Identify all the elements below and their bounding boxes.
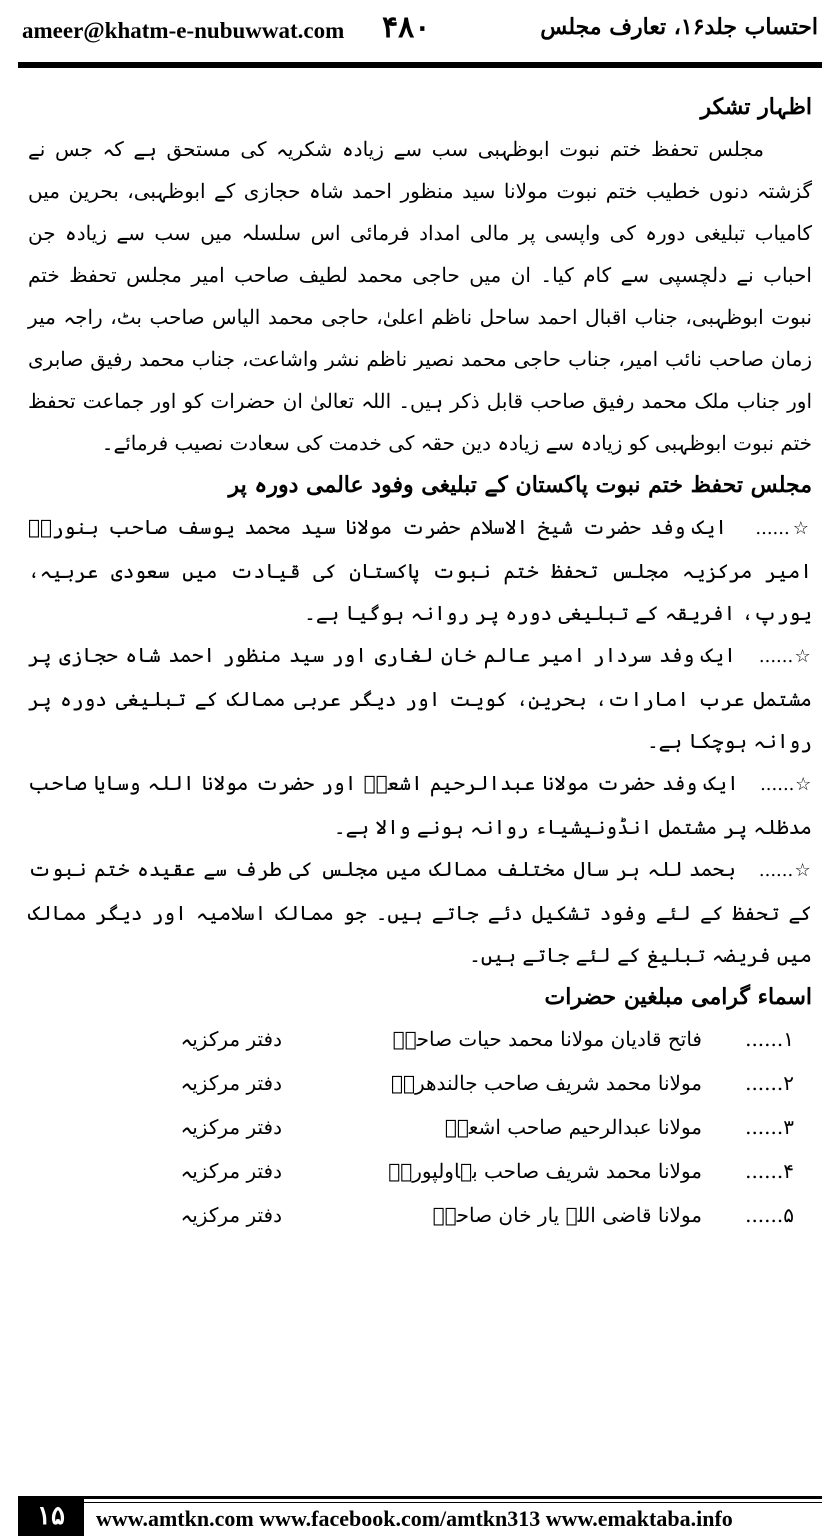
thanks-paragraph: مجلس تحفظ ختم نبوت ابوظہبی سب سے زیادہ شکریہ کی مستحق ہے کہ جس نے گزشتہ دنوں خطیب ختم نبوت مولانا سید منظور احمد شاہ حجازی کے ابوظہبی، بحرین میں کامیاب تبلیغی دورہ کی واپسی پر مالی امداد فرمائی اس سلسلہ میں سب سے زیادہ جن احباب نے دلچسپی سے کام کیا۔ ان میں حاجی محمد لطیف صاحب امیر مجلس تحفظ ختم نبوت ابوظہبی، جناب اقبال احمد ساحل ناظم اعلیٰ، حاجی محمد الیاس صاحب بٹ، راجہ میر زمان صاحب نائب امیر، جناب حاجی محمد نصیر ناظم نشر واشاعت، جناب محمد رفیق صابری اور جناب ملک محمد رفیق صاحب قابل ذکر ہیں۔ اللہ تعالیٰ ان حضرات کو اور جماعت تحفظ ختم نبوت ابوظہبی کو زیادہ سے زیادہ دین حقہ کی خدمت کی سعادت نصیب فرمائے۔ — [28, 137, 812, 455]
preacher-office: دفتر مرکزیہ — [180, 1159, 282, 1183]
page-content — [28, 86, 812, 1238]
footer-page-badge: ۱۵ — [18, 1496, 84, 1536]
star-bullet-icon: ☆...... — [758, 860, 812, 881]
bullet-text: ایک وفد سردار امیر عالم خان لغاری اور سید منظور احمد شاہ حجازی پر مشتمل عرب امارات، بحرین، کویت اور دیگر عربی ممالک کے تبلیغی دورہ پر روانہ ہوچکا ہے۔ — [28, 643, 812, 753]
header-rule — [18, 62, 822, 68]
preacher-name: مولانا محمد شریف صاحب جالندھریؒ — [390, 1071, 702, 1095]
bullet-text: بحمد للہ ہر سال مختلف ممالک میں مجلس کی طرف سے عقیدہ ختم نبوت کے تحفظ کے لئے وفود تشکیل دئے جاتے ہیں۔ جو ممالک اسلامیہ اور دیگر ممالک میں فریضہ تبلیغ کے لئے جاتے ہیں۔ — [28, 857, 812, 967]
preacher-number: ۵...... — [745, 1203, 794, 1227]
preacher-row — [28, 1194, 812, 1238]
preacher-office: دفتر مرکزیہ — [180, 1071, 282, 1095]
bullet-item — [28, 506, 812, 634]
preacher-number: ۱...... — [745, 1027, 794, 1051]
bullet-text: ایک وفد حضرت مولانا عبدالرحیم اشعرؒ اور حضرت مولانا اللہ وسایا صاحب مدظلہ پر مشتمل انڈونیشیاء روانہ ہونے والا ہے۔ — [28, 771, 812, 839]
star-bullet-icon: ☆...... — [758, 646, 812, 667]
preachers-list — [28, 1018, 812, 1238]
preacher-number: ۲...... — [745, 1071, 794, 1095]
header-page-number: ۴۸۰ — [382, 10, 431, 45]
preacher-name: مولانا قاضی اللہ یار خان صاحبؒ — [432, 1203, 702, 1227]
preacher-office: دفتر مرکزیہ — [180, 1203, 282, 1227]
preacher-row — [28, 1062, 812, 1106]
preacher-name: مولانا محمد شریف صاحب بہاولپوریؒ — [388, 1159, 702, 1183]
star-bullet-icon: ☆...... — [760, 774, 813, 795]
preacher-row — [28, 1150, 812, 1194]
bullet-item — [28, 634, 812, 762]
section-heading-thanks: اظہار تشکر — [700, 94, 812, 120]
header-email: ameer@khatm-e-nubuwwat.com — [22, 18, 345, 43]
bullet-item — [28, 848, 812, 976]
preacher-row — [28, 1106, 812, 1150]
page-footer — [0, 1488, 840, 1540]
bullet-item — [28, 762, 812, 848]
preacher-row — [28, 1018, 812, 1062]
preacher-number: ۳...... — [745, 1115, 794, 1139]
footer-rule — [84, 1496, 822, 1499]
section-heading-delegations: مجلس تحفظ ختم نبوت پاکستان کے تبلیغی وفود عالمی دورہ پر — [228, 472, 812, 498]
header-book-title: احتساب جلد۱۶، تعارف مجلس — [540, 14, 818, 40]
star-bullet-icon: ☆...... — [755, 518, 813, 539]
section-heading-preachers: اسماء گرامی مبلغین حضرات — [544, 984, 812, 1010]
bullet-text: ایک وفد حضرت شیخ الاسلام حضرت مولانا سید محمد یوسف صاحب بنوریؒ امیر مرکزیہ مجلس تحفظ ختم نبوت پاکستان کی قیادت میں سعودی عربیہ، یورپ، افریقہ کے تبلیغی دورہ پر روانہ ہوگیا ہے۔ — [28, 515, 812, 625]
preacher-office: دفتر مرکزیہ — [180, 1027, 282, 1051]
footer-links[interactable]: www.amtkn.com www.facebook.com/amtkn313 www.emaktaba.info — [96, 1506, 733, 1531]
preacher-name: مولانا عبدالرحیم صاحب اشعرؒ — [444, 1115, 702, 1139]
preacher-name: فاتح قادیان مولانا محمد حیات صاحبؒ — [392, 1027, 702, 1051]
page-header — [0, 0, 840, 66]
preacher-office: دفتر مرکزیہ — [180, 1115, 282, 1139]
footer-rule-thin — [84, 1502, 822, 1503]
preacher-number: ۴...... — [745, 1159, 794, 1183]
